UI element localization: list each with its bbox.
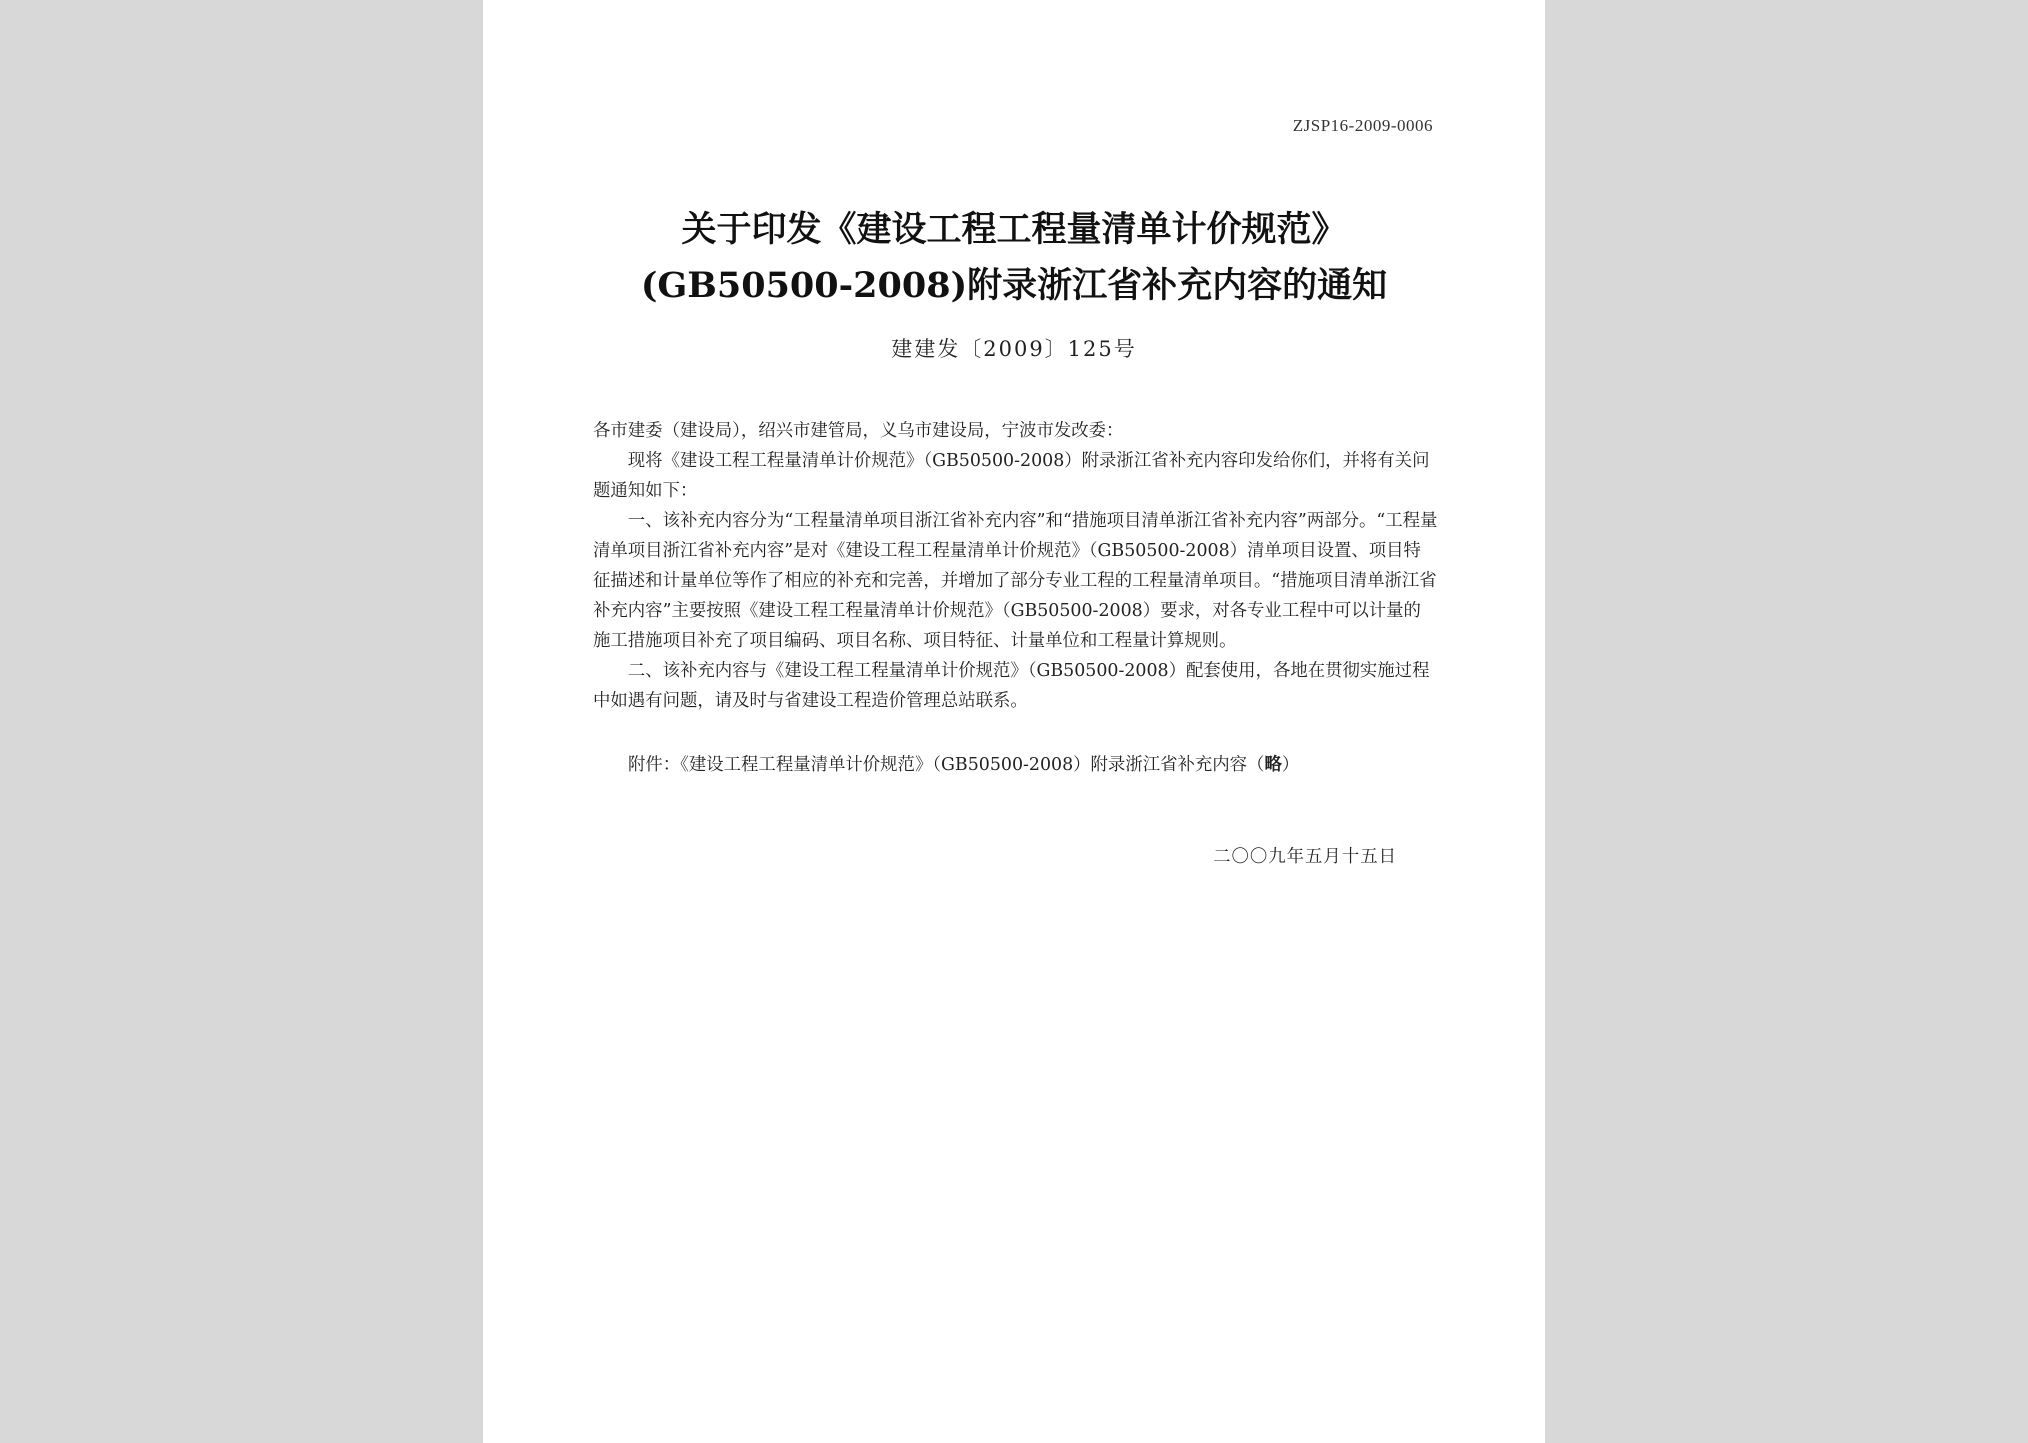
document-code: ZJSP16-2009-0006 bbox=[1292, 116, 1433, 135]
document-page bbox=[483, 0, 1545, 1443]
salutation: 各市建委（建设局），绍兴市建管局，义乌市建设局，宁波市发改委： bbox=[593, 421, 1124, 441]
paragraph-one: 一、该补充内容分为“工程量清单项目浙江省补充内容”和“措施项目清单浙江省补充内容”两部分。“工程量清单项目浙江省补充内容”是对《建设工程工程量清单计价规范》（GB50500-2008）清单项目设置、项目特征描述和计量单位等作了相应的补充和完善，并增加了部分专业工程的工程量清单项目。“措施项目清单浙江省补充内容”主要按照《建设工程工程量清单计价规范》（GB50500-2008）要求，对各专业工程中可以计量的施工措施项目补充了项目编码、项目名称、项目特征、计量单位和工程量计算规则。 bbox=[593, 511, 1438, 651]
title-line-2: (GB50500-2008)附录浙江省补充内容的通知 bbox=[640, 265, 1388, 306]
attachment-close: ） bbox=[1281, 755, 1300, 775]
attachment-text: 附件：《建设工程工程量清单计价规范》（GB50500-2008）附录浙江省补充内容（ bbox=[628, 755, 1265, 775]
document-body bbox=[593, 416, 1438, 716]
document-title bbox=[483, 202, 1545, 314]
document-number: 建建发〔2009〕125号 bbox=[891, 337, 1137, 361]
paragraph-two: 二、该补充内容与《建设工程工程量清单计价规范》（GB50500-2008）配套使用，各地在贯彻实施过程中如遇有问题，请及时与省建设工程造价管理总站联系。 bbox=[593, 661, 1430, 711]
title-line-1: 关于印发《建设工程工程量清单计价规范》 bbox=[681, 209, 1347, 250]
attachment-note bbox=[628, 750, 1299, 775]
document-date: 二〇〇九年五月十五日 bbox=[1213, 847, 1397, 867]
paragraph-intro: 现将《建设工程工程量清单计价规范》（GB50500-2008）附录浙江省补充内容印发给你们，并将有关问题通知如下： bbox=[593, 451, 1430, 501]
attachment-omitted: 略 bbox=[1264, 755, 1282, 775]
